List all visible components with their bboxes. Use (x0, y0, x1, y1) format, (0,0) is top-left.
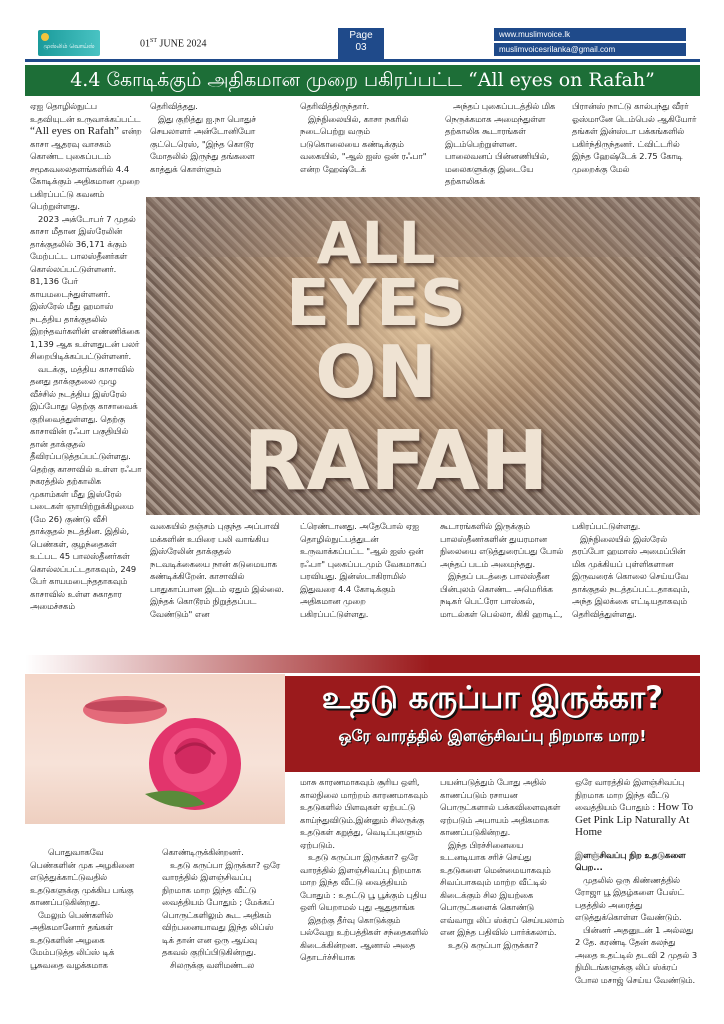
paragraph: இந்நிலையில், காசா நகரில் நடைபெற்று வரும் படுகொலையை கண்டிக்கும் வகையில், "ஆல் ஐஸ் ஒன் ரஃபா" என்ற ஹேஷ்டேக் (300, 113, 427, 174)
email-link[interactable]: muslimvoicesrilanka@gmail.com (494, 43, 686, 56)
header-divider (25, 59, 700, 62)
paragraph: தெரிவித்தது. (150, 101, 198, 111)
ad-column-2 (162, 846, 282, 971)
article-column-5-top (572, 100, 700, 175)
ad-column-3 (300, 776, 430, 964)
article-column-2-bottom (150, 520, 290, 620)
paragraph: ட்ரெண்டானது. அதேபோல் ஏஐ தொழில்நுட்பத்துடன் உருவாக்கப்பட்ட "ஆல் ஐஸ் ஒன் ரஃபா" புகைப்படமும் வேகமாகப் பரவியது. இன்ஸ்டாகிராமில் இதுவரை 4.4 கோடிக்கும் அதிகமான முறை பகிரப்பட்டுள்ளது. (300, 521, 427, 619)
image-word: ALL (316, 209, 436, 277)
ad-photo-lips-rose (25, 674, 285, 824)
paragraph: பின்னர் அதனுடன் 1 அல்லது 2 தே. கரண்டி தேன் கலந்து அதை உதட்டில் தடவி 2 முதல் 3 நிமிடங்களுக்கு லிப் ஸ்க்ரப் போல மசாஜ் செய்ய வேண்டும். (575, 924, 698, 985)
article-column-3-bottom (300, 520, 430, 620)
all-eyes-on-rafah-image (146, 197, 700, 515)
english-heading: How To Get Pink Lip Naturally At Home (575, 801, 694, 838)
article-column-2-top (150, 100, 284, 175)
paragraph (575, 776, 700, 839)
image-word: RAFAH (243, 414, 549, 509)
paragraph: உதடு கருப்பா இருக்கா? ஒரே வாரத்தில் இளஞ்சிவப்பு நிறமாக மாற இந்த வீட்டு வைத்தியம் போதும் : உதட்டு பூ பூக்கும் புதிய ஒளி யெறாமல் புது ஆதுதாங்க (300, 852, 427, 912)
date-rest: JUNE 2024 (157, 38, 207, 50)
paragraph: ஏஐ தொழில்நுட்ப உதவியுடன் உருவாக்கப்பட்ட “All eyes on Rafah” என்ற காசா ஆதரவு வாசகம் கொண்ட புகைப்படம் சமூகவலைதளங்களில் 4.4 கோடிக்கும் அதிகமான முறை பகிரப்பட்டு கவனம் பெற்றுள்ளது. (30, 101, 142, 211)
paragraph: இதற்கு தீர்வு கொடுக்கும் பல்வேறு உற்பத்திகள் சந்தைகளில் கிடைக்கின்றன. ஆனால் அதை தொடர்ச்சியாக (300, 914, 428, 962)
rose-icon (25, 674, 285, 824)
paragraph: இந்த பிரச்சினையை உடனடியாக சரிச் செய்து உதடுகளை மென்மையாகவும் சிவப்பாகவும் மாற்ற வீட்டில் கிடைக்கும் சில இயற்கை பொருட்களைக் கொண்டு எவ்வாறு லிப் ஸ்க்ரப் செய்யலாம் என இந்த பதிவில் பார்க்கலாம். (440, 839, 565, 937)
paragraph: பயன்படுத்தும் போது அதில் காணப்படும் ரசாயன பொருட்களால் பக்கவிளைவுகள் ஏற்படும் அபாயம் அதிகமாக காணப்படுகின்றது. (440, 777, 561, 837)
paragraph: இந்நிலையில் இஸ்ரேல் தரப்போ ஹமாஸ் அமைப்பின் மிக முக்கியப் புள்ளிகளான இருவரைக் கொலை செய்யவே தாக்குதல் நடத்தப்பட்டதாகவும், அந்த இலக்கை எட்டியதாகவும் தெரிவித்துள்ளது. (572, 533, 690, 619)
image-lettering (146, 197, 700, 515)
logo-emblem-icon (41, 33, 49, 41)
paragraph: உதடு கருப்பா இருக்கா? (448, 939, 539, 950)
ad-column-4 (440, 776, 566, 951)
website-link[interactable]: www.muslimvoice.lk (494, 28, 686, 41)
date-suffix: ST (150, 38, 158, 44)
date-day: 01 (140, 38, 150, 50)
article-column-4-top (445, 100, 563, 188)
issue-date (140, 38, 206, 49)
paragraph: கூடாரங்களில் இருக்கும் பாலஸ்தீனர்களின் துயரமான நிலையை எடுத்துரைப்பது போல் அந்தப் படம் அமைந்தது. (440, 521, 564, 569)
paragraph: வகையில் தஞ்சம் புகுந்த அப்பாவி மக்களின் உயிரை பலி வாங்கிய இஸ்ரேலின் தாக்குதல் நடவடிக்கையை நான் கடுமையாக கண்டிக்கிறேன். காசாவில் பாதுகாப்பான இடம் ஏதும் இல்லை. இந்தக் கொடூரம் நிறுத்தப்பட வேண்டும்" என (150, 521, 284, 619)
ad-subheading: இளஞ்சிவப்பு நிற உதடுகளை பெற... (575, 849, 686, 872)
paragraph: தெரிவித்திருந்தார். (300, 101, 370, 111)
ad-subheadline: ஒரே வாரத்தில் இளஞ்சிவப்பு நிறமாக மாற! (338, 727, 647, 745)
paragraph: பகிரப்பட்டுள்ளது. (572, 521, 641, 531)
paragraph: உதடு கருப்பா இருக்கா? ஒரே வாரத்தில் இளஞ்சிவப்பு நிறமாக மாற இந்த வீட்டு வைத்தியம் போதும் ; மேக்கப் பொருட்களிலும் கூட அதிகம் விற்பனையாவது இந்த லிப்ஸ் டிக் தான் என ஒரு ஆய்வு தகவல் குறிப்பிடுகின்றது. (162, 859, 281, 957)
article-title: 4.4 கோடிக்கும் அதிகமான முறை பகிரப்பட்ட “All eyes on Rafah” (25, 65, 700, 96)
image-word: ON (315, 330, 437, 414)
ad-top-band (25, 655, 700, 673)
paragraph: முதலில் ஒரு கிண்ணத்தில் ரோஜா பூ இதழ்களை பேஸ்ட் பதத்தில் அரைத்து எடுத்துக்கொள்ள வேண்டும். (575, 874, 685, 922)
paragraph: சிலருக்கு வளிமண்டல (170, 959, 255, 970)
ad-headline: உதடு கருப்பா இருக்கா? (321, 680, 664, 716)
paragraph: 2023 அக்டோபர் 7 முதல் காசா மீதான இஸ்ரேலின் தாக்குதலில் 36,171 க்கும் மேற்பட்ட பாலஸ்தீனர்கள் கொல்லப்பட்டுள்ளனர். 81,136 பேர் காயமடைந்துள்ளனர். இஸ்ரேல் மீது ஹமாஸ் நடத்திய தாக்குதலில் இறந்தவர்களின் எண்ணிக்கை 1,139 ஆக உள்ளதுடன் பலர் சிறைபிடிக்கப்பட்டுள்ளனர். (30, 213, 140, 361)
paragraph: அந்தப் புகைப்படத்தில் மிக நெருக்கமாக அமைந்துள்ள தற்காலிக கூடாரங்கள் இடம்பெற்றுள்ளன. பாலைவனப் பின்னணியில், மலைகளுக்கு இடையே தற்காலிகக் (445, 101, 556, 186)
ad-col5-intro: ஒரே வாரத்தில் இளஞ்சிவப்பு நிறமாக மாற இந்த வீட்டு வைத்தியம் போதும் : (575, 777, 685, 812)
paragraph: பொதுவாகவே பெண்களின் முக அழகினை எடுத்துக்காட்டுவதில் உதடுகளுக்கு முக்கிய பங்கு காணப்படுகின்றது. (30, 847, 135, 907)
article-column-1 (30, 100, 142, 613)
paragraph: மேலும் பெண்களில் அதிகமானோர் தங்கள் உதடுகளின் அழகை மேம்படுத்த லிப்ஸ் டிக் பூசுவதை வழக்கமாக (30, 909, 115, 970)
logo-text: முஸ்லிம் வொய்ஸ் (43, 43, 95, 50)
paragraph: மாசு காரணமாகவும் சூரிய ஒளி, காலநிலை மாற்றம் காரணமாகவும் உதடுகளில் பிளவுகள் ஏற்பட்டு காய்ந்துவிடும்.இன்னும் சிலருக்கு உதடுகள் கறுத்து, வெடிப்புகளும் ஏற்படும். (300, 777, 428, 850)
ad-column-1 (30, 846, 148, 971)
paragraph: இது குறித்து ஐ.நா பொதுச் செயலாளர் அன்டோனியோ குட்டெரெஸ், "இந்த கொடூர மோதலில் இருந்து தங்களை காத்துக் கொள்ளும் (150, 113, 256, 174)
ad-column-5 (575, 776, 700, 986)
contact-box (494, 28, 686, 56)
image-word: EYES (286, 267, 466, 341)
page-label: Page (349, 30, 373, 41)
article-column-3-top (300, 100, 430, 175)
paragraph: வடக்கு, மத்திய காசாவில் தனது தாக்குதலை முழு வீச்சில் நடத்திய இஸ்ரேல் இப்போது தெற்கு காசாவைக் குறிவைத்துள்ளது. தெற்கு காசாவின் ரஃபா பகுதியில் தான் தாக்குதல் தீவிரப்படுத்தப்பட்டுள்ளது. தெற்கு காசாவில் உள்ள ரஃபா நகரத்தில் தற்காலிக முகாம்கள் மீது இஸ்ரேல் படைகள் ஞாயிற்றுக்கிழமை (மே 26) குண்டு வீசி தாக்குதல் நடத்தின. இதில், பெண்கள், குழந்தைகள் உட்பட 45 பாலஸ்தீனர்கள் கொல்லப்பட்டதாகவும், 249 பேர் காயமடைந்ததாகவும் காசாவில் உள்ள சுகாதார அமைச்சகம் (30, 363, 142, 611)
masthead-logo (38, 30, 100, 56)
article-column-4-bottom (440, 520, 564, 620)
paragraph: இந்தப் படத்தை பாலஸ்தீன பின்புலம் கொண்ட அமெரிக்க நடிகர் பெட்ரோ பாஸ்கல், மாடல்கள் பெல்லா, கிகி ஹாடிட், (440, 571, 563, 619)
page-number: 03 (355, 42, 367, 53)
paragraph: கொண்டிருக்கின்றனர். (162, 847, 244, 857)
article-column-5-bottom (572, 520, 700, 620)
page-indicator (338, 28, 384, 59)
paragraph: பிரான்ஸ் நாட்டு கால்பந்து வீரர் ஓஸ்மானே டெம்பெல் ஆகியோர் தங்கள் இன்ஸ்டா பக்கங்களில் பகிர்ந்திருந்தனர். ட்விட்டரில் இந்த ஹேஷ்டேக் 2.75 கோடி முறைக்கு மேல் (572, 101, 697, 174)
